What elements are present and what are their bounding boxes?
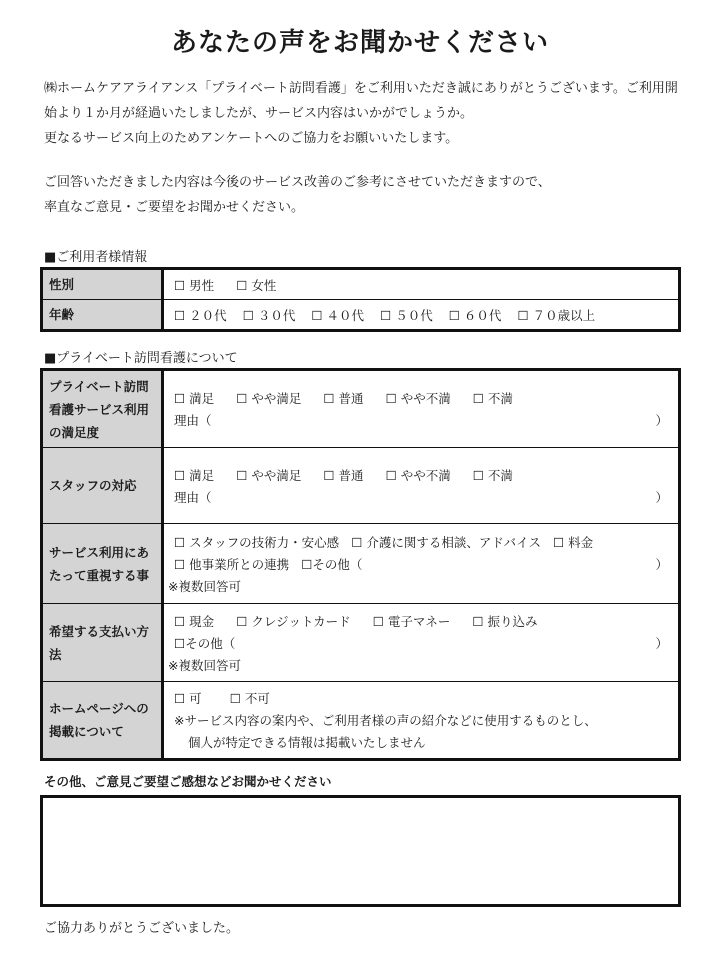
private-nursing-table	[40, 368, 681, 761]
checkbox-neutral[interactable]: ☐ 普通	[323, 391, 364, 406]
intro-line: ㈱ホームケアアライアンス「プライベート訪問看護」をご利用いただき誠にありがとうございます。ご利用開始より１か月が経過いたしましたが、サービス内容はいかがでしょうか。	[44, 81, 678, 121]
checkbox-age-70plus[interactable]: ☐ ７０歳以上	[517, 307, 596, 323]
checkbox-somewhat-satisfied[interactable]: ☐ やや満足	[236, 391, 302, 406]
checkbox-dissatisfied[interactable]: ☐ 不満	[472, 391, 513, 406]
page-title: あなたの声をお聞かせください	[170, 28, 549, 58]
checkbox-dissatisfied[interactable]: ☐ 不満	[472, 467, 513, 483]
homepage-note-2: 個人が特定できる情報は掲載いたしません	[188, 735, 426, 750]
homepage-options	[163, 682, 680, 760]
checkbox-neutral[interactable]: ☐ 普通	[323, 467, 364, 483]
satisfaction-options	[163, 370, 680, 448]
checkbox-satisfied[interactable]: ☐ 満足	[174, 391, 215, 406]
reason-close: ）	[655, 489, 668, 505]
checkbox-other-office-collab[interactable]: ☐ 他事業所との連携	[174, 556, 290, 572]
staff-options	[163, 448, 680, 524]
priority-label: サービス利用にあたって重視する事	[42, 524, 163, 604]
free-comment-heading: その他、ご意見ご要望ご感想などお聞かせください	[44, 774, 332, 789]
checkbox-somewhat-satisfied[interactable]: ☐ やや満足	[236, 467, 302, 483]
thanks-message: ご協力ありがとうございました。	[44, 921, 240, 936]
multiple-answers-note: ※複数回答可	[168, 578, 241, 594]
payment-label: 希望する支払い方法	[42, 604, 163, 682]
gender-label: 性別	[42, 269, 163, 300]
checkbox-satisfied[interactable]: ☐ 満足	[174, 467, 215, 483]
reason-close: ）	[655, 413, 668, 428]
gender-options	[163, 269, 680, 300]
satisfaction-reason-field[interactable]	[174, 409, 668, 431]
checkbox-age-20s[interactable]: ☐ ２０代	[174, 307, 227, 323]
checkbox-allow[interactable]: ☐ 可	[174, 691, 202, 706]
priority-options	[163, 524, 680, 604]
checkbox-age-50s[interactable]: ☐ ５０代	[380, 307, 433, 323]
intro-line: 率直なご意見・ご要望をお聞かせください。	[44, 200, 305, 215]
user-info-table	[40, 267, 681, 332]
intro-line: ご回答いただきました内容は今後のサービス改善のご参考にさせていただきますので、	[44, 175, 551, 190]
homepage-note-1: ※サービス内容の案内や、ご利用者様の声の紹介などに使用するものとし、	[174, 713, 597, 728]
reason-label: 理由（	[174, 413, 212, 428]
intro-paragraph-2	[44, 170, 684, 220]
other-close: ）	[655, 556, 668, 572]
checkbox-cash[interactable]: ☐ 現金	[174, 613, 215, 629]
satisfaction-label: プライベート訪問看護サービス利用の満足度	[42, 370, 163, 448]
intro-line: 更なるサービス向上のためアンケートへのご協力をお願いいたします。	[44, 131, 459, 146]
checkbox-price[interactable]: ☐ 料金	[553, 534, 594, 550]
intro-paragraph	[44, 76, 684, 151]
checkbox-age-40s[interactable]: ☐ ４０代	[311, 307, 365, 323]
reason-label: 理由（	[174, 489, 212, 505]
checkbox-age-60s[interactable]: ☐ ６０代	[448, 307, 502, 323]
age-label: 年齢	[42, 300, 163, 331]
multiple-answers-note: ※複数回答可	[168, 657, 241, 673]
payment-options	[163, 604, 680, 682]
checkbox-staff-skill[interactable]: ☐ スタッフの技術力・安心感	[174, 534, 340, 550]
checkbox-bank-transfer[interactable]: ☐ 振り込み	[472, 613, 538, 629]
other-close: ）	[655, 635, 668, 651]
checkbox-somewhat-dissatisfied[interactable]: ☐ やや不満	[385, 391, 451, 406]
checkbox-age-30s[interactable]: ☐ ３０代	[242, 307, 296, 323]
staff-reason-field[interactable]	[174, 486, 668, 508]
section-heading-private-nursing: ■プライベート訪問看護について	[44, 351, 238, 366]
staff-label: スタッフの対応	[42, 448, 163, 524]
homepage-label: ホームページへの掲載について	[42, 682, 163, 760]
checkbox-e-money[interactable]: ☐ 電子マネー	[372, 613, 451, 629]
checkbox-priority-other[interactable]: ☐その他（	[301, 556, 363, 572]
checkbox-female[interactable]: ☐ 女性	[236, 277, 277, 293]
checkbox-male[interactable]: ☐ 男性	[174, 277, 215, 293]
checkbox-credit-card[interactable]: ☐ クレジットカード	[236, 613, 351, 629]
age-options	[163, 300, 680, 331]
free-comment-box[interactable]	[40, 795, 681, 907]
checkbox-care-advice[interactable]: ☐ 介護に関する相談、アドバイス	[351, 534, 541, 550]
checkbox-payment-other[interactable]: ☐その他（	[174, 635, 236, 651]
checkbox-disallow[interactable]: ☐ 不可	[229, 691, 270, 706]
checkbox-somewhat-dissatisfied[interactable]: ☐ やや不満	[385, 467, 451, 483]
section-heading-user-info: ■ご利用者様情報	[44, 250, 148, 265]
